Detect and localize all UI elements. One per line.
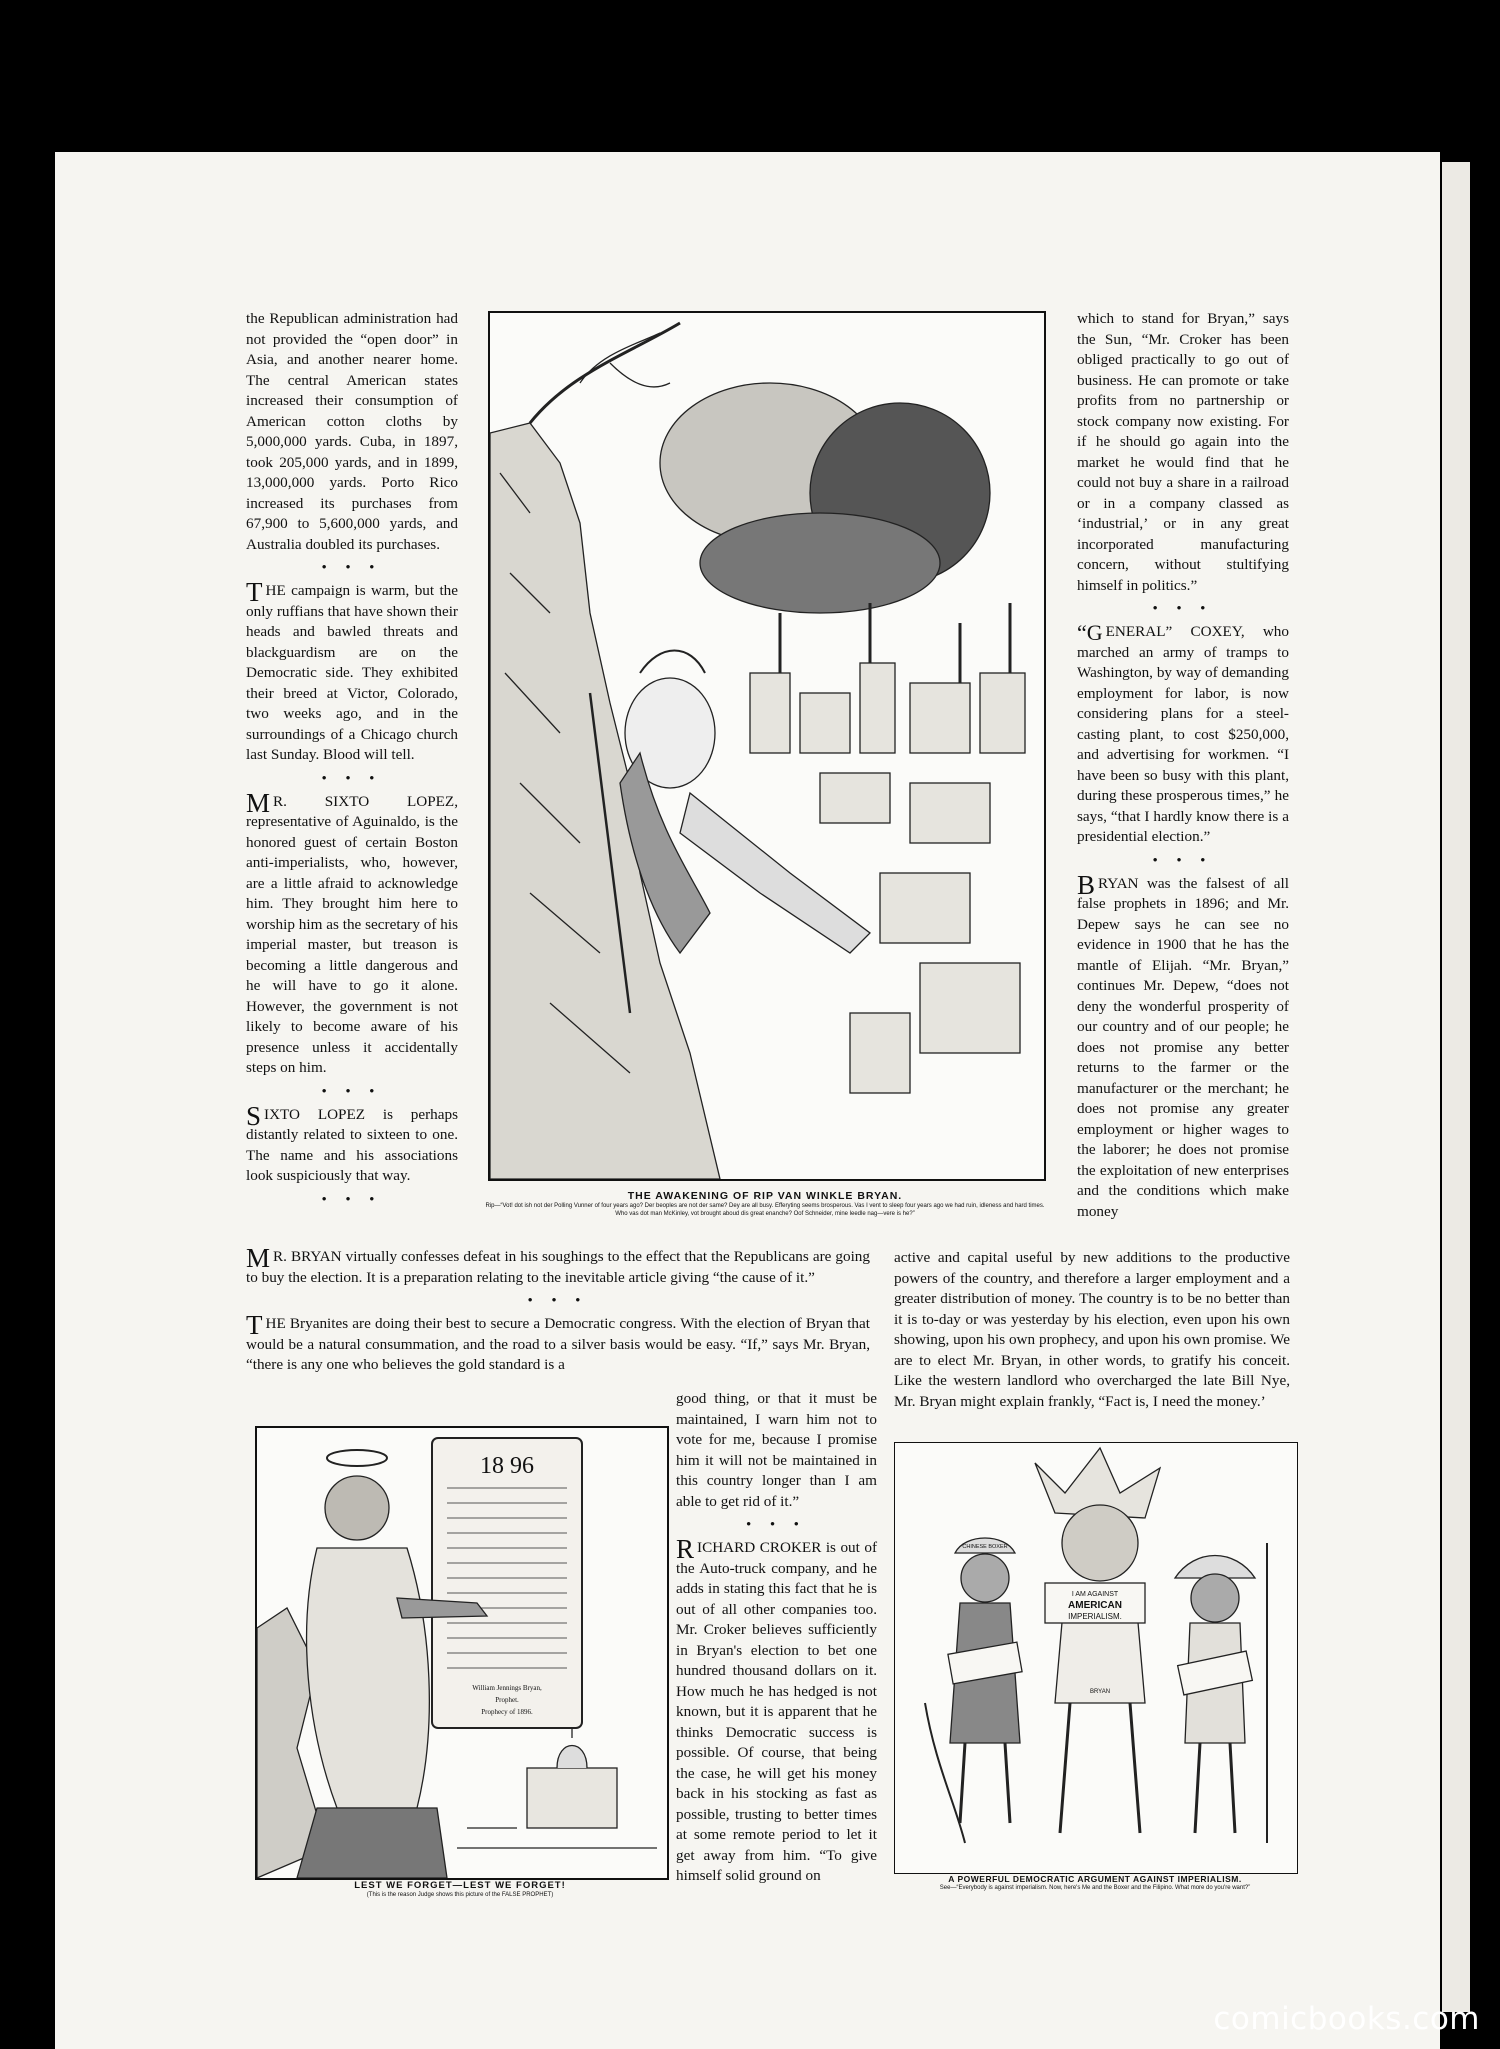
cartoon-left-subtitle: (This is the reason Judge shows this picture of the FALSE PROPHET) (366, 1892, 554, 1898)
paragraph-intro: the Republican administration had not provided the “open door” in Asia, and another nearer home. The central American states increased their consumption of American cotton cloths by 5,000,000 yards. Cuba, in 1897, took 205,000 yards, and in 1899, 13,000,000 yards. Porto Rico increased its purchases from 67,900 to 5,600,000 yards, and Australia doubled its purchases. (246, 310, 458, 553)
left-column (246, 309, 458, 1213)
separator: • • • (321, 1082, 383, 1098)
next-page-edge (1442, 152, 1500, 2049)
paragraph-campaign: THE campaign is warm, but the only ruffians that have shown their heads and bawled threats and blackguardism are on the Democratic side. They exhibited their breed at Victor, Colorado, two weeks ago, and in the surroundings of a Chicago church last Sunday. Blood will tell. (246, 577, 458, 763)
sign-center-line2: AMERICAN (1068, 1600, 1122, 1611)
paragraph-bryanites-cont: good thing, or that it must be maintained, I warn him not to vote for me, because I promise him it will not be maintained in this country longer than I am able to get rid of it.” (676, 1390, 877, 1510)
paragraph-sun: which to stand for Bryan,” says the Sun, “Mr. Croker has been obliged practically to go out of business. He can promote or take profits from no partnership or stock company now existing. For if he should go again into the market he would find that he could not buy a share in a railroad or in a company classed as ‘industrial,’ or in any great incorporated manufacturing concern, without stultifying himself in politics.” (1077, 310, 1289, 594)
paragraph-mr-bryan: M R. BRYAN virtually confesses defeat in his soughings to the effect that the Republicans are going to buy the election. It is a preparation relating to the inevitable article giving “the cause of it.” (246, 1243, 870, 1286)
paragraph-bryan-cont: active and capital useful by new additions to the productive powers of the country, and therefore a larger employment and a greater distribution of money. The country is to be no better than it is to-day or was yesterday by his election, even upon his own showing, upon his own prophecy, and upon his own promise. We are to elect Mr. Bryan, in other words, to gratify his conceit. Like the western landlord who overcharged the late Bill Nye, Mr. Bryan might explain frankly, “Fact is, I need the money.’ (894, 1249, 1290, 1410)
cartoon-right-title: A POWERFUL DEMOCRATIC ARGUMENT AGAINST IMPERIALISM. (948, 1874, 1242, 1884)
cartoon-imperialism (894, 1442, 1298, 1874)
paragraph-sixto: SIXTO LOPEZ is perhaps distantly related to sixteen to one. The name and his associations look suspiciously that way. (246, 1100, 458, 1184)
imperialism-illustration (895, 1443, 1297, 1873)
hat-label: CHINESE BOXER (962, 1544, 1008, 1550)
sign-center-line3: IMPERIALISM. (1068, 1612, 1122, 1621)
tablet-signature: William Jennings Bryan, (472, 1684, 542, 1692)
cartoon-rip-van-winkle (488, 311, 1046, 1181)
paragraph-lopez: M R. SIXTO LOPEZ, representative of Aguinaldo, is the honored guest of certain Boston anti-imperialists, who, however, are a little afraid to acknowledge him. They brought him here to worship him as the secretary of his imperial master, but treason is becoming a little dangerous and he will have to go it alone. However, the government is not likely to become aware of his presence unless it accidentally steps on him. (246, 787, 458, 1076)
separator: • • • (1152, 851, 1214, 867)
separator: • • • (321, 559, 383, 574)
sign-center-line1: I AM AGAINST (1071, 1591, 1119, 1598)
rip-van-winkle-illustration (490, 313, 1044, 1179)
cartoon-top-title: THE AWAKENING OF RIP VAN WINKLE BRYAN. (627, 1190, 903, 1202)
cartoon-false-prophet (255, 1426, 669, 1880)
cartoon-left-caption (255, 1880, 665, 1899)
cartoon-top-caption (480, 1190, 1050, 1218)
paragraph-coxey: “G ENERAL” COXEY, who marched an army of tramps to Washington, by way of demanding employment for labor, is now considering plans for a steel-casting plant, to cost $250,000, and advertising for workmen. “I have been so busy with this plant, during these prosperous times,” he says, “that I hardly know there is a presidential election.” (1077, 620, 1289, 845)
cartoon-right-caption (894, 1874, 1296, 1892)
tablet-role: Prophet. (495, 1696, 519, 1704)
cartoon-right-subtitle: See—“Everybody is against imperialism. Now, here's Me and the Boxer and the Filipino. What more do you're want?” (939, 1885, 1251, 1891)
wide-block (246, 1243, 870, 1376)
robe-label: BRYAN (1089, 1689, 1111, 1695)
false-prophet-illustration (257, 1428, 667, 1878)
separator: • • • (321, 1190, 383, 1206)
paragraph-bryan-prophet: BRYAN was the falsest of all false prophets in 1896; and Mr. Depew says he can see no evidence in 1900 that he has the mantle of Elijah. “Mr. Bryan,” continues Mr. Depew, “does not deny the wonderful prosperity of our country and of our people; he does not promise any better returns to the farmer or the manufacturer or the merchant; he does not promise any greater employment or higher wages to the laborer; he does not promise the exploitation of new enterprises and the conditions which make money (1077, 869, 1289, 1220)
right-column (1077, 309, 1289, 1222)
middle-column (676, 1389, 877, 1887)
site-watermark: comicbooks.com (1213, 2001, 1480, 2037)
separator: • • • (746, 1516, 807, 1531)
tablet-year: 18 96 (480, 1453, 534, 1479)
separator: • • • (321, 769, 383, 785)
paragraph-bryanites: THE Bryanites are doing their best to secure a Democratic congress. With the election of Bryan that would be a natural consummation, and the road to a silver basis would be easy. “If,” says Mr. Bryan, “there is any one who believes the gold standard is a (246, 1310, 870, 1373)
paragraph-croker: RICHARD CROKER is out of the Auto-truck company, and he adds in stating this fact that he is out of all other companies too. Mr. Croker believes sufficiently in Bryan's election to bet one hundred thousand dollars on it. How much he has hedged is not known, but it is apparent that he thinks Democratic success is possible. Of course, that being the case, he will get his money back in his stocking as fast as possible, trusting to better times at some remote period to let it get away from him. “To give himself solid ground on (676, 1534, 877, 1884)
cartoon-top-subtitle: Rip—“Vot! dot ish not der Polling Vunner of four years ago? Der beoples are not der same? Dey are all busy. Efferyting seems brosperous. Vas I vent to sleep four years ago we had ruin, idleness and hard times. Who vas dot man McKinley, vot brought aboud dis great enanche? Oof Schneider, mine leedle nag—vere is he?” (485, 1203, 1045, 1217)
separator: • • • (527, 1292, 589, 1307)
separator: • • • (1152, 600, 1214, 615)
tablet-role2: Prophecy of 1896. (481, 1708, 533, 1716)
cartoon-left-title: LEST WE FORGET—LEST WE FORGET! (354, 1880, 566, 1891)
